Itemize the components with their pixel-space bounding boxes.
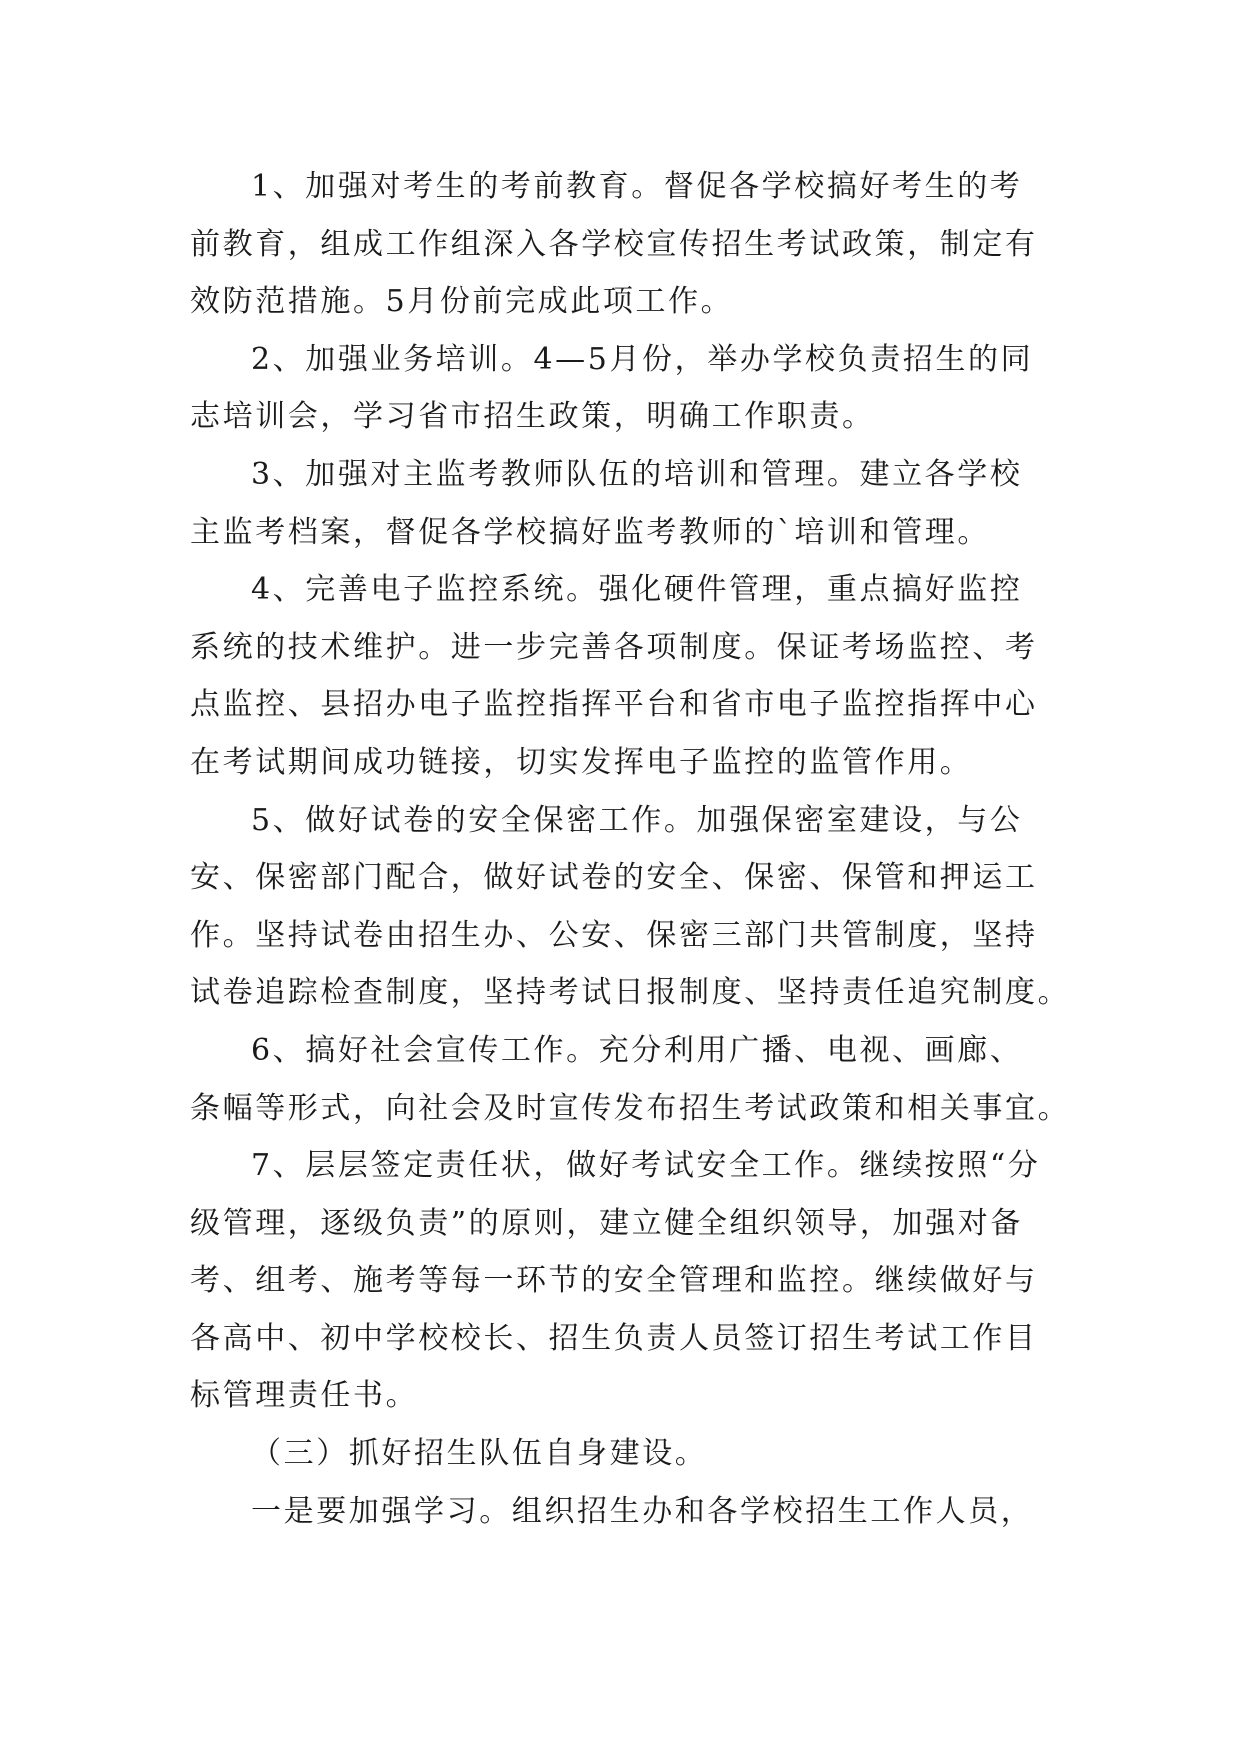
paragraph-line: 安、保密部门配合，做好试卷的安全、保密、保管和押运工 xyxy=(190,860,1038,896)
paragraph-line: 7、层层签定责任状，做好考试安全工作。继续按照“分 xyxy=(251,1148,1041,1184)
paragraph-line: 一是要加强学习。组织招生办和各学校招生工作人员， xyxy=(251,1493,1034,1529)
paragraph-line: 2、加强业务培训。4—5月份，举办学校负责招生的同 xyxy=(251,341,1034,377)
paragraph-line: 在考试期间成功链接，切实发挥电子监控的监管作用。 xyxy=(190,744,973,780)
paragraph-item-7 xyxy=(190,1137,1050,1425)
paragraph-line: 条幅等形式，向社会及时宣传发布招生考试政策和相关事宜。 xyxy=(190,1090,1071,1126)
paragraph-line: 6、搞好社会宣传工作。充分利用广播、电视、画廊、 xyxy=(251,1032,1023,1068)
paragraph-line: 系统的技术维护。进一步完善各项制度。保证考场监控、考 xyxy=(190,629,1038,665)
paragraph-item-1 xyxy=(190,158,1050,331)
paragraph-line: 1、加强对考生的考前教育。督促各学校搞好考生的考 xyxy=(251,169,1023,204)
paragraph-line: 主监考档案，督促各学校搞好监考教师的`培训和管理。 xyxy=(190,514,990,550)
paragraph-line: 标管理责任书。 xyxy=(190,1378,419,1414)
document-body xyxy=(190,158,1071,1540)
paragraph-line: 效防范措施。5月份前完成此项工作。 xyxy=(190,284,734,320)
paragraph-line: 级管理，逐级负责”的原则，建立健全组织领导，加强对备 xyxy=(190,1205,1023,1241)
paragraph-line: 5、做好试卷的安全保密工作。加强保密室建设，与公 xyxy=(251,802,1023,838)
paragraph-line: 各高中、初中学校校长、招生负责人员签订招生考试工作目 xyxy=(190,1320,1038,1356)
paragraph-item-4 xyxy=(190,561,1050,791)
paragraph-point-1 xyxy=(190,1483,1050,1541)
paragraph-line: 点监控、县招办电子监控指挥平台和省市电子监控指挥中心 xyxy=(190,687,1038,723)
paragraph-line: 4、完善电子监控系统。强化硬件管理，重点搞好监控 xyxy=(251,572,1023,608)
paragraph-line: 试卷追踪检查制度，坚持考试日报制度、坚持责任追究制度。 xyxy=(190,975,1071,1011)
paragraph-line: 前教育，组成工作组深入各学校宣传招生考试政策，制定有 xyxy=(190,226,1038,262)
paragraph-item-6 xyxy=(190,1022,1071,1137)
section-heading-3 xyxy=(190,1425,1050,1483)
paragraph-item-3 xyxy=(190,446,1050,561)
paragraph-line: 作。坚持试卷由招生办、公安、保密三部门共管制度，坚持 xyxy=(190,917,1038,953)
section-heading-line: （三）抓好招生队伍自身建设。 xyxy=(251,1436,708,1472)
paragraph-line: 考、组考、施考等每一环节的安全管理和监控。继续做好与 xyxy=(190,1263,1038,1299)
paragraph-item-2 xyxy=(190,331,1050,446)
paragraph-item-5 xyxy=(190,792,1071,1022)
paragraph-line: 3、加强对主监考教师队伍的培训和管理。建立各学校 xyxy=(251,456,1023,492)
paragraph-line: 志培训会，学习省市招生政策，明确工作职责。 xyxy=(190,399,875,435)
